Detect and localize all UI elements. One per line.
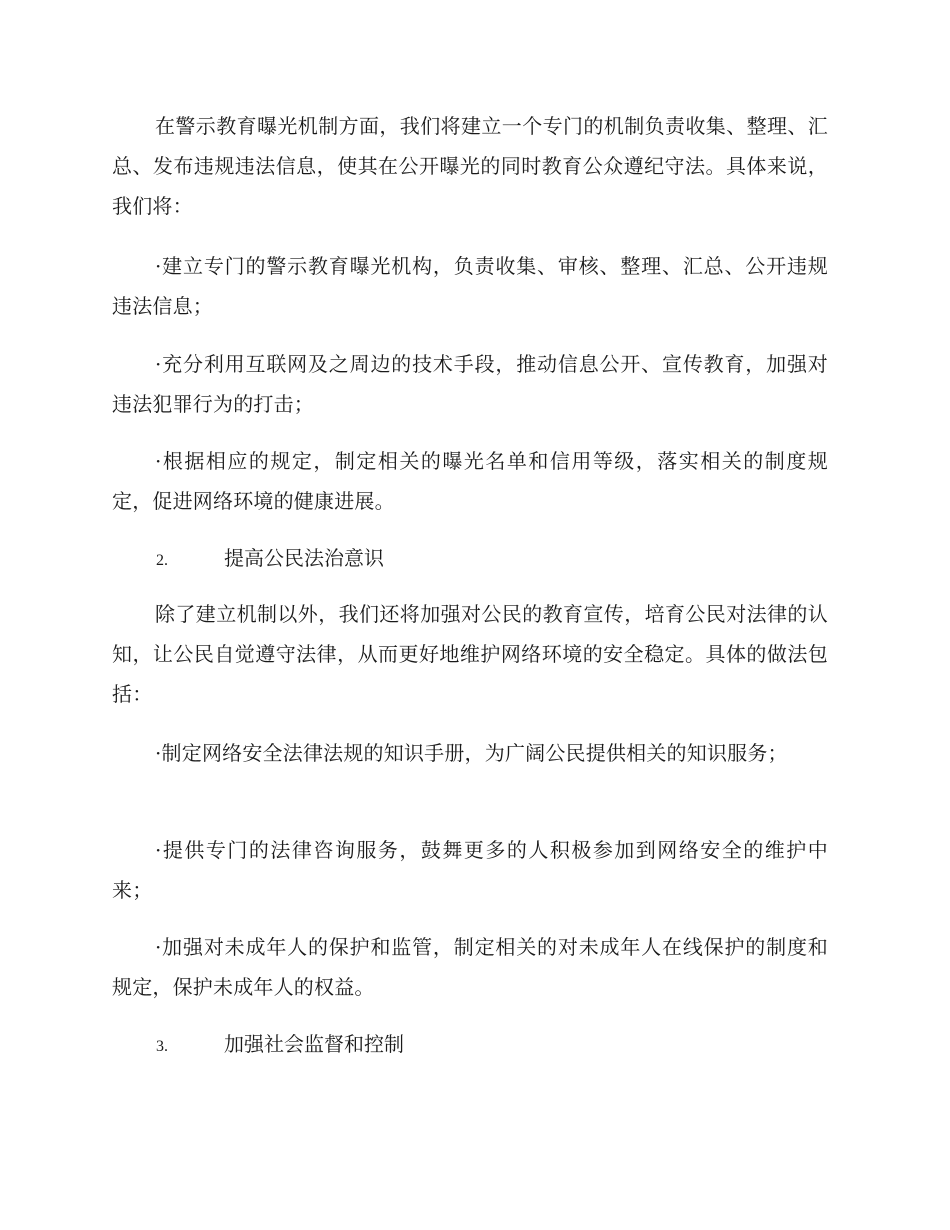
bullet-item: ·加强对未成年人的保护和监管，制定相关的对未成年人在线保护的制度和规定，保护未成年人的权益。 <box>112 935 828 999</box>
section-2-paragraph: 除了建立机制以外，我们还将加强对公民的教育宣传，培育公民对法律的认知，让公民自觉遵守法律，从而更好地维护网络环境的安全稳定。具体的做法包括： <box>112 602 828 706</box>
section-title: 提高公民法治意识 <box>224 546 384 570</box>
section-number: 2. <box>156 552 168 569</box>
bullet-item: ·充分利用互联网及之周边的技术手段，推动信息公开、宣传教育，加强对违法犯罪行为的打击； <box>112 352 828 416</box>
section-title: 加强社会监督和控制 <box>224 1032 404 1056</box>
bullet-item: ·建立专门的警示教育曝光机构，负责收集、审核、整理、汇总、公开违规违法信息； <box>112 254 828 318</box>
bullet-item: ·制定网络安全法律法规的知识手册，为广阔公民提供相关的知识服务； <box>155 741 788 765</box>
section-number: 3. <box>156 1038 168 1055</box>
bullet-item: ·根据相应的规定，制定相关的曝光名单和信用等级，落实相关的制度规定，促进网络环境的健康进展。 <box>112 449 828 513</box>
section-heading-2 <box>156 538 384 581</box>
section-heading-3 <box>156 1024 404 1067</box>
intro-paragraph: 在警示教育曝光机制方面，我们将建立一个专门的机制负责收集、整理、汇总、发布违规违法信息，使其在公开曝光的同时教育公众遵纪守法。具体来说，我们将： <box>112 114 828 218</box>
bullet-item: ·提供专门的法律咨询服务，鼓舞更多的人积极参加到网络安全的维护中来； <box>112 838 828 902</box>
